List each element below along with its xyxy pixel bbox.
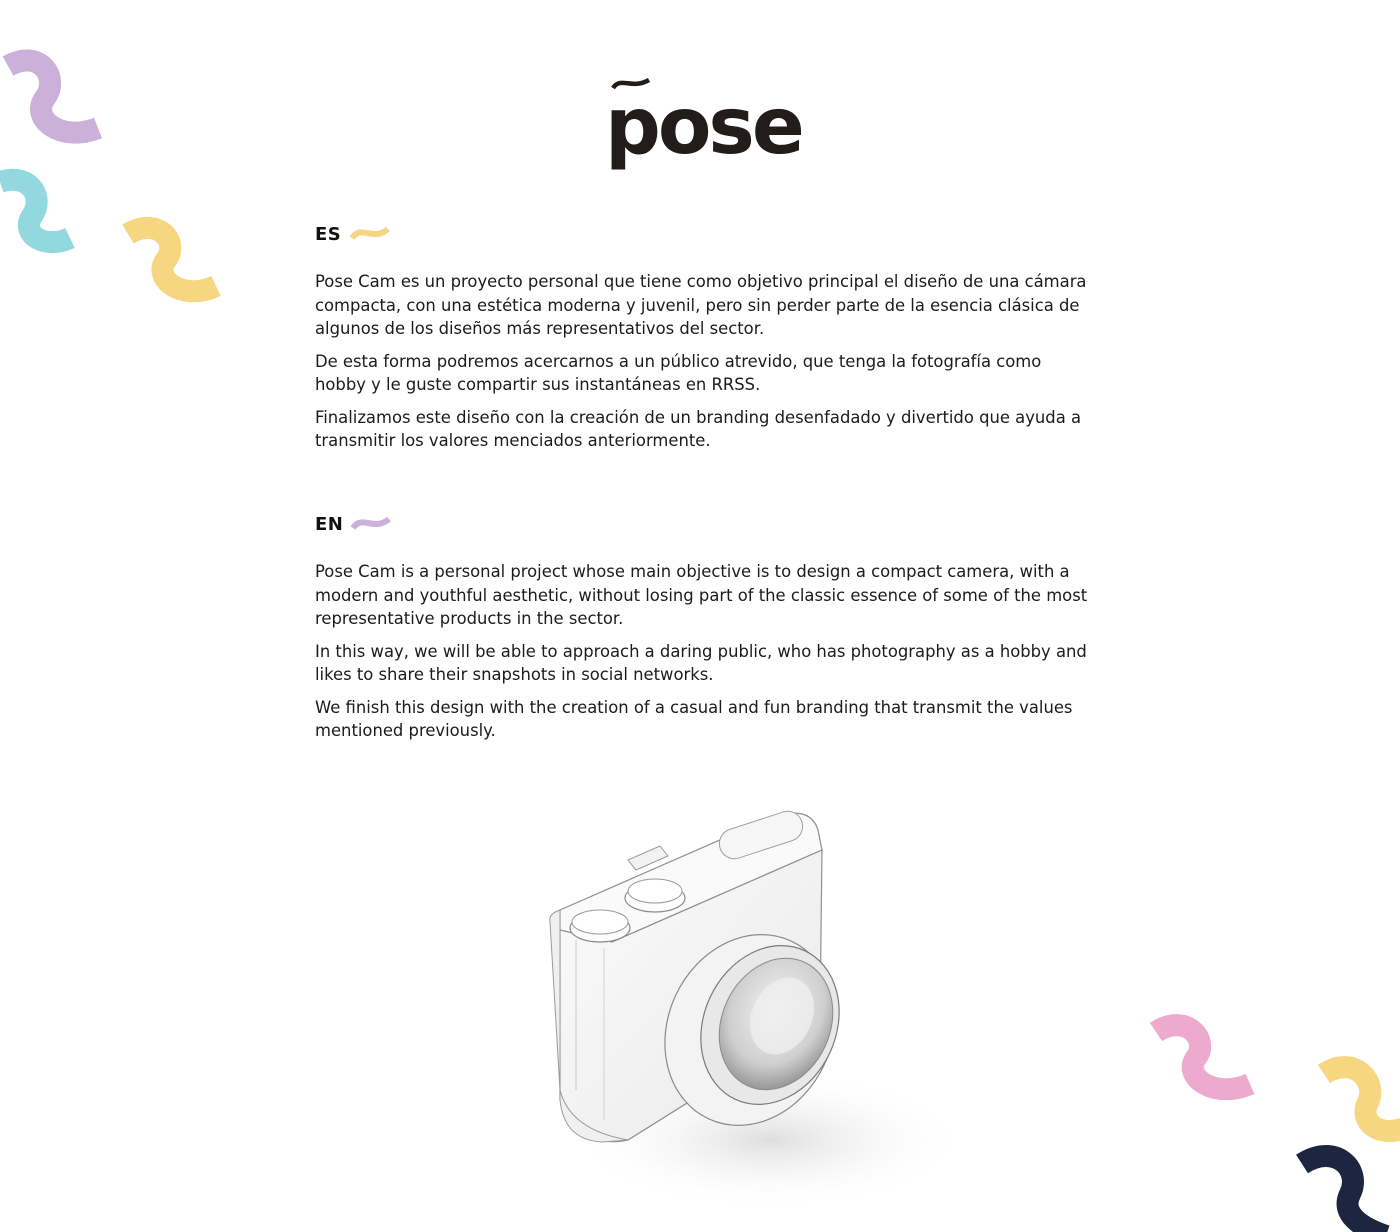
paragraphs <box>315 270 1095 453</box>
paragraph: We finish this design with the creation of a casual and fun branding that transmit the values mentioned previously. <box>315 697 1073 740</box>
yellow-squiggle-decoration-top <box>120 214 225 304</box>
yellow-squiggle-decoration-bottom <box>1318 1052 1400 1142</box>
paragraph: Pose Cam is a personal project whose main objective is to design a compact camera, with a modern and youthful aesthetic, without losing part of the classic essence of some of the most representative products in the sector. <box>315 562 1088 628</box>
section-en <box>315 508 1095 752</box>
pink-squiggle-decoration <box>1150 1010 1260 1100</box>
section-header <box>315 508 1095 538</box>
yellow-tilde-icon <box>349 224 391 242</box>
paragraph: De esta forma podremos acercarnos a un público atrevido, que tenga la fotografía como hobby y le guste compartir sus instantáneas en RRSS. <box>315 351 1042 394</box>
language-label: ES <box>315 224 342 245</box>
logo-wordmark: pose <box>605 82 802 172</box>
paragraph: Finalizamos este diseño con la creación de un branding desenfadado y divertido que ayuda a transmitir los valores menciados anteriormente. <box>315 407 1081 450</box>
pose-logo <box>605 78 802 178</box>
paragraph: Pose Cam es un proyecto personal que tiene como objetivo principal el diseño de una cámara compacta, con una estética moderna y juvenil, pero sin perder parte de la esencia clásica de algunos de los diseños más representativos del sector. <box>315 272 1087 338</box>
camera-illustration <box>520 790 980 1220</box>
paragraphs <box>315 560 1095 743</box>
navy-squiggle-decoration <box>1296 1140 1400 1232</box>
language-label: EN <box>315 514 344 535</box>
paragraph: In this way, we will be able to approach a daring public, who has photography as a hobby and likes to share their snapshots in social networks. <box>315 641 1087 684</box>
section-es <box>315 218 1095 462</box>
purple-tilde-icon <box>350 514 392 532</box>
teal-squiggle-decoration <box>0 168 80 258</box>
section-header <box>315 218 1095 248</box>
purple-squiggle-decoration <box>0 48 110 148</box>
